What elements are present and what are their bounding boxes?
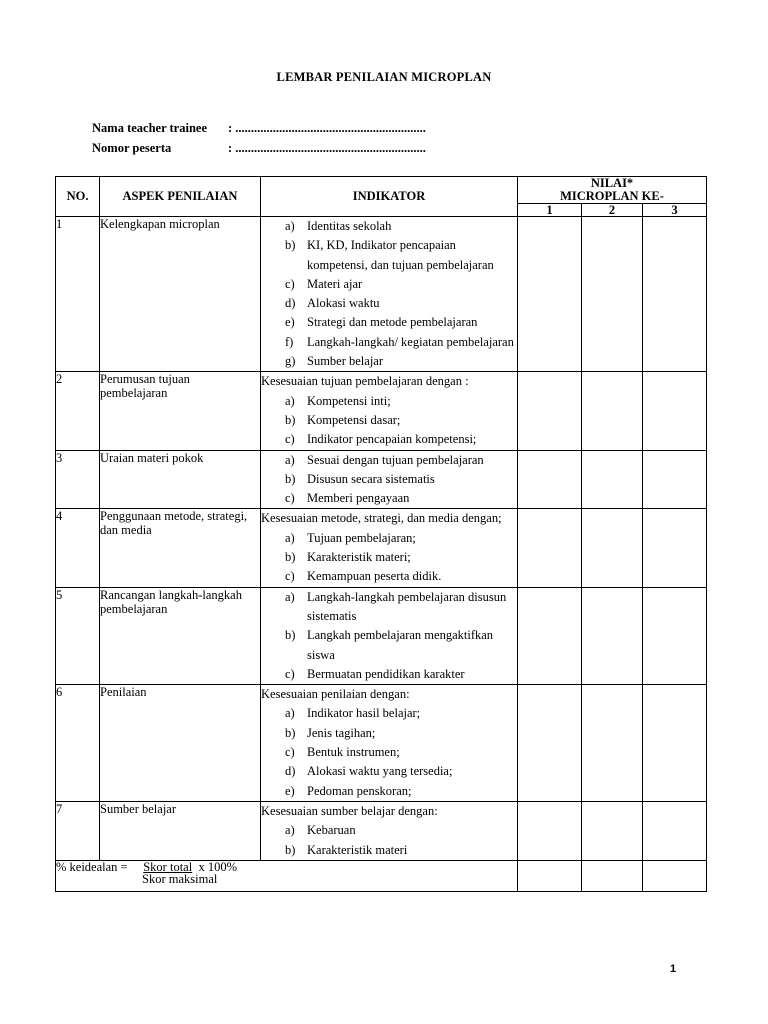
trainee-name-field (92, 121, 426, 136)
table-row (56, 217, 707, 372)
indicator-marker: c) (285, 569, 295, 584)
indicator-text: Bermuatan pendidikan karakter (307, 666, 465, 681)
row-number: 6 (56, 685, 100, 802)
score-cell-2[interactable] (582, 450, 643, 509)
row-indicators (261, 587, 518, 684)
row-number: 2 (56, 372, 100, 450)
row-number: 3 (56, 450, 100, 509)
indicator-text: KI, KD, Indikator pencapaian kompetensi, dan tujuan pembelajaran (307, 238, 494, 272)
score-cell-2[interactable] (582, 217, 643, 372)
indicator-text: Disusun secara sistematis (307, 471, 435, 486)
row-number: 7 (56, 801, 100, 860)
indicator-text: Indikator hasil belajar; (307, 706, 421, 721)
footer-row (56, 860, 707, 891)
score-cell-2[interactable] (582, 372, 643, 450)
indicator-text: Karakteristik materi; (307, 550, 411, 565)
score-cell-3[interactable] (643, 372, 707, 450)
assessment-table (55, 176, 707, 892)
footer-score-1[interactable] (518, 860, 582, 891)
indicator-item (261, 352, 517, 371)
indicator-text: Kebaruan (307, 823, 356, 838)
score-cell-1[interactable] (518, 685, 582, 802)
indicator-item (261, 217, 517, 236)
score-cell-1[interactable] (518, 217, 582, 372)
indicator-text: Langkah-langkah/ kegiatan pembelajaran (307, 334, 514, 349)
row-aspect: Penggunaan metode, strategi, dan media (100, 509, 261, 587)
indicator-marker: c) (285, 745, 295, 760)
header-nilai-line1: NILAI* (590, 176, 634, 190)
indicator-text: Tujuan pembelajaran; (307, 530, 416, 545)
indicator-item (261, 588, 517, 627)
row-indicators (261, 685, 518, 802)
indicator-marker: b) (285, 628, 296, 643)
indicator-item (261, 470, 517, 489)
indicator-text: Alokasi waktu yang tersedia; (307, 764, 453, 779)
indicator-item (261, 548, 517, 567)
indicator-marker: e) (285, 783, 295, 798)
indicator-marker: a) (285, 589, 295, 604)
indicator-list (261, 451, 517, 509)
indicator-list (261, 217, 517, 371)
indicator-marker: c) (285, 666, 295, 681)
score-cell-3[interactable] (643, 509, 707, 587)
indicator-item (261, 841, 517, 860)
indicator-marker: a) (285, 706, 295, 721)
row-number: 4 (56, 509, 100, 587)
indicator-marker: g) (285, 354, 296, 369)
indicator-item (261, 529, 517, 548)
indicator-marker: b) (285, 842, 296, 857)
header-indikator: INDIKATOR (261, 177, 518, 217)
row-indicators (261, 801, 518, 860)
score-cell-3[interactable] (643, 450, 707, 509)
row-number: 1 (56, 217, 100, 372)
indicator-text: Indikator pencapaian kompetensi; (307, 432, 477, 447)
indicator-marker: a) (285, 530, 295, 545)
participant-number-field (92, 141, 426, 156)
row-aspect: Penilaian (100, 685, 261, 802)
indicator-text: Pedoman penskoran; (307, 783, 412, 798)
indicator-intro: Kesesuaian metode, strategi, dan media dengan; (261, 511, 502, 526)
score-cell-3[interactable] (643, 801, 707, 860)
indicator-intro: Kesesuaian penilaian dengan: (261, 687, 410, 702)
indicator-marker: a) (285, 393, 295, 408)
footer-formula (56, 860, 518, 891)
score-cell-2[interactable] (582, 509, 643, 587)
table-row (56, 685, 707, 802)
indicator-marker: d) (285, 764, 296, 779)
page-number: 1 (670, 963, 677, 975)
indicator-text: Langkah-langkah pembelajaran disusun sistematis (307, 589, 507, 623)
indicator-text: Strategi dan metode pembelajaran (307, 315, 478, 330)
indicator-text: Materi ajar (307, 276, 363, 291)
indicator-marker: c) (285, 276, 295, 291)
indicator-list (261, 704, 517, 800)
indicator-item (261, 430, 517, 449)
score-cell-2[interactable] (582, 587, 643, 684)
trainee-name-value: : ............................................................. (228, 121, 426, 135)
participant-number-label: Nomor peserta (92, 141, 172, 155)
score-cell-1[interactable] (518, 801, 582, 860)
row-indicators (261, 509, 518, 587)
table-row (56, 450, 707, 509)
indicator-item (261, 743, 517, 762)
indicator-marker: b) (285, 725, 296, 740)
indicator-marker: a) (285, 823, 295, 838)
indicator-item (261, 294, 517, 313)
table-row (56, 509, 707, 587)
indicator-list (261, 821, 517, 860)
indicator-item (261, 724, 517, 743)
indicator-marker: c) (285, 432, 295, 447)
indicator-item (261, 762, 517, 781)
page-title: LEMBAR PENILAIAN MICROPLAN (276, 70, 492, 84)
indicator-list (261, 529, 517, 587)
indicator-item (261, 333, 517, 352)
indicator-marker: f) (285, 334, 294, 349)
indicator-item (261, 567, 517, 586)
footer-score-2[interactable] (582, 860, 643, 891)
indicator-marker: b) (285, 238, 296, 253)
indicator-text: Jenis tagihan; (307, 725, 376, 740)
score-cell-3[interactable] (643, 587, 707, 684)
indicator-text: Sesuai dengan tujuan pembelajaran (307, 452, 484, 467)
score-cell-3[interactable] (643, 217, 707, 372)
row-aspect: Kelengkapan microplan (100, 217, 261, 372)
indicator-text: Sumber belajar (307, 354, 384, 369)
footer-multiplier: x 100% (198, 859, 237, 874)
indicator-text: Alokasi waktu (307, 296, 380, 311)
indicator-list (261, 588, 517, 684)
header-no: NO. (56, 177, 100, 217)
indicator-marker: d) (285, 296, 296, 311)
indicator-text: Langkah pembelajaran mengaktifkan siswa (307, 628, 494, 662)
indicator-item (261, 275, 517, 294)
header-microplan-1: 1 (518, 204, 582, 217)
header-nilai (518, 177, 707, 204)
indicator-text: Bentuk instrumen; (307, 745, 400, 760)
indicator-marker: b) (285, 471, 296, 486)
indicator-marker: e) (285, 315, 295, 330)
indicator-text: Karakteristik materi (307, 842, 408, 857)
indicator-text: Kompetensi inti; (307, 393, 391, 408)
participant-number-value: : ............................................................. (228, 141, 426, 155)
header-aspek: ASPEK PENILAIAN (100, 177, 261, 217)
footer-numerator: Skor total (143, 859, 193, 874)
row-indicators (261, 372, 518, 450)
indicator-marker: b) (285, 550, 296, 565)
score-cell-2[interactable] (582, 801, 643, 860)
header-microplan-2: 2 (582, 204, 643, 217)
indicator-item (261, 704, 517, 723)
indicator-marker: c) (285, 491, 295, 506)
header-nilai-line2: MICROPLAN KE- (560, 189, 664, 203)
row-indicators (261, 450, 518, 509)
indicator-text: Identitas sekolah (307, 219, 392, 233)
trainee-name-label: Nama teacher trainee (92, 121, 208, 135)
indicator-item (261, 665, 517, 684)
row-aspect: Rancangan langkah-langkah pembelajaran (100, 587, 261, 684)
indicator-marker: b) (285, 412, 296, 427)
indicator-marker: a) (285, 219, 295, 233)
indicator-marker: a) (285, 452, 295, 467)
row-aspect: Uraian materi pokok (100, 450, 261, 509)
indicator-intro: Kesesuaian sumber belajar dengan: (261, 803, 438, 818)
indicator-text: Kompetensi dasar; (307, 412, 401, 427)
score-cell-1[interactable] (518, 509, 582, 587)
table-body (56, 217, 707, 861)
footer-label: % keidealan = (56, 859, 128, 874)
score-cell-1[interactable] (518, 372, 582, 450)
table-row (56, 801, 707, 860)
indicator-list (261, 392, 517, 450)
score-cell-2[interactable] (582, 685, 643, 802)
footer-denominator: Skor maksimal (142, 871, 218, 886)
indicator-item (261, 392, 517, 411)
indicator-item (261, 411, 517, 430)
row-number: 5 (56, 587, 100, 684)
indicator-text: Kemampuan peserta didik. (307, 569, 442, 584)
indicator-item (261, 451, 517, 470)
row-indicators (261, 217, 518, 372)
score-cell-3[interactable] (643, 685, 707, 802)
row-aspect: Perumusan tujuan pembelajaran (100, 372, 261, 450)
indicator-item (261, 489, 517, 508)
indicator-item (261, 782, 517, 801)
indicator-text: Memberi pengayaan (307, 491, 410, 506)
score-cell-1[interactable] (518, 450, 582, 509)
indicator-item (261, 313, 517, 332)
table-row (56, 372, 707, 450)
row-aspect: Sumber belajar (100, 801, 261, 860)
indicator-intro: Kesesuaian tujuan pembelajaran dengan : (261, 374, 469, 389)
table-row (56, 587, 707, 684)
indicator-item (261, 821, 517, 840)
indicator-item (261, 236, 517, 275)
score-cell-1[interactable] (518, 587, 582, 684)
indicator-item (261, 626, 517, 665)
header-microplan-3: 3 (643, 204, 707, 217)
footer-score-3[interactable] (643, 860, 707, 891)
